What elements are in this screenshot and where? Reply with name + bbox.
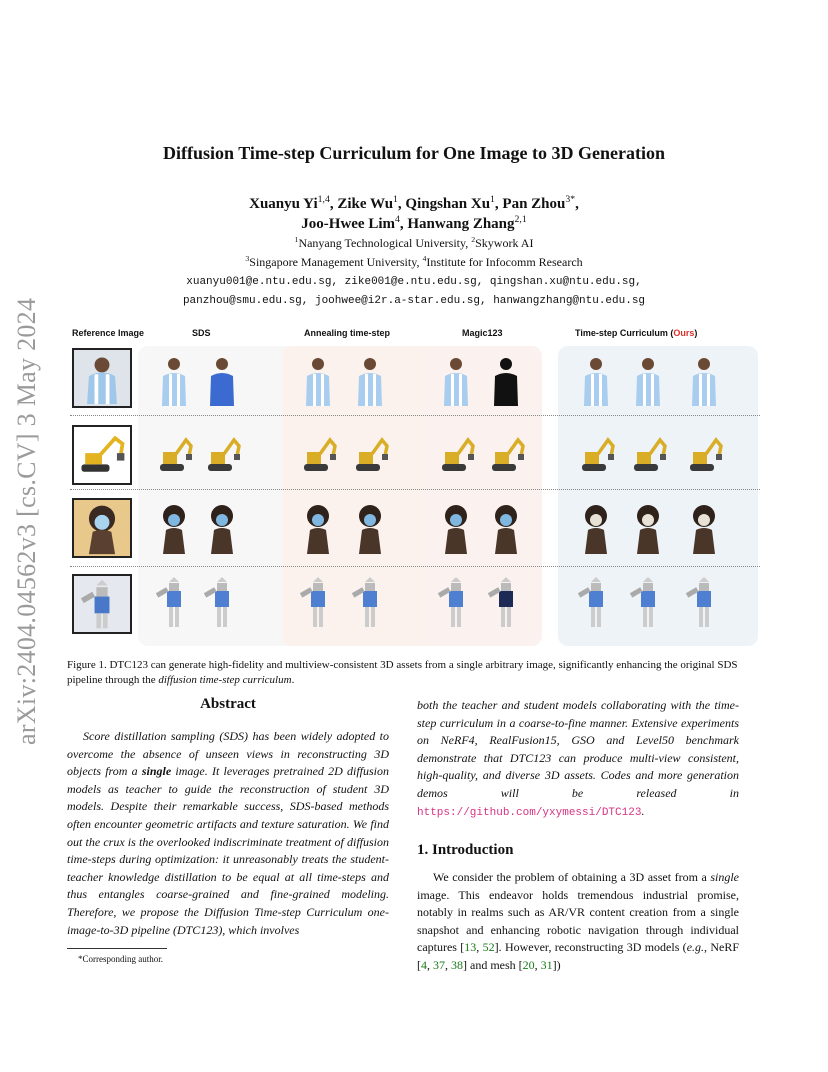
render-player-view — [628, 354, 668, 408]
render-excavator-view — [684, 428, 724, 482]
affiliation-line-1: $^1$Nanyang Technological University, $^2$Skywork AI — [294, 235, 534, 250]
reference-image-character — [72, 498, 132, 558]
figure-1 — [70, 328, 760, 646]
reference-image-player — [72, 348, 132, 408]
render-character-view — [576, 502, 616, 556]
render-robot-view — [576, 576, 616, 630]
affiliation-line-2: $^3$Singapore Management University, $^4$Institute for Infocomm Research — [245, 254, 583, 269]
render-excavator-view — [486, 428, 526, 482]
render-character-view — [684, 502, 724, 556]
header-magic123: Magic123 — [462, 328, 503, 338]
render-excavator-view — [576, 428, 616, 482]
render-robot-view — [436, 576, 476, 630]
render-player-view — [298, 354, 338, 408]
render-robot-view — [202, 576, 242, 630]
header-annealing: Annealing time-step — [304, 328, 391, 338]
render-player-view — [202, 354, 242, 408]
render-excavator-view — [154, 428, 194, 482]
paper-title: Diffusion Time-step Curriculum for One Image to 3D Generation — [163, 143, 665, 163]
row-separator — [70, 415, 760, 416]
render-robot-view — [350, 576, 390, 630]
email-line-2: panzhou@smu.edu.sg, joohwee@i2r.a-star.edu.sg, hanwangzhang@ntu.edu.sg — [182, 295, 646, 307]
render-character-view — [202, 502, 242, 556]
abstract-heading: Abstract — [200, 696, 256, 712]
render-player-view — [486, 354, 526, 408]
row-separator — [70, 566, 760, 567]
reference-image-robot — [72, 574, 132, 634]
header-curriculum: Time-step Curriculum (Ours) — [575, 328, 698, 338]
row-separator — [70, 489, 760, 490]
footnote-rule — [67, 948, 167, 949]
render-character-view — [436, 502, 476, 556]
render-character-view — [628, 502, 668, 556]
render-character-view — [154, 502, 194, 556]
authors-line-1: Xuanyu Yi$^{1,4}$, Zike Wu$^1$, Qingshan Xu$^1$, Pan Zhou$^{3*}$, — [249, 194, 579, 212]
render-excavator-view — [350, 428, 390, 482]
render-player-view — [436, 354, 476, 408]
figure-caption: Figure 1. DTC123 can generate high-fidelity and multiview-consistent 3D assets from a single arbitrary image, significantly enhancing the original SDS pipeline through the diffusion time-step curriculum. — [67, 659, 738, 686]
abstract-text-right: both the teacher and student models collaborating with the time-step curriculum in a coarse-to-fine manner. Extensive experiments on NeRF4, RealFusion15, GSO and Level50 benchmark demonstrate that DTC123 can produce multi-view consistent, high-quality, and diverse 3D assets. Codes and more generation demos will be released in https://github.com/yxymessi/DTC123. — [417, 698, 739, 819]
render-character-view — [350, 502, 390, 556]
render-excavator-view — [436, 428, 476, 482]
render-robot-view — [486, 576, 526, 630]
render-player-view — [576, 354, 616, 408]
ours-label: Ours — [673, 328, 695, 338]
render-character-view — [298, 502, 338, 556]
render-player-view — [684, 354, 724, 408]
abstract-text-left: Score distillation sampling (SDS) has been widely adopted to overcome the absence of unseen views in reconstructing 3D objects from a single image. It leverages pretrained 2D diffusion models as teacher to guide the reconstruction of student 3D models. Despite their remarkable success, SDS-based methods often encounter geometric artifacts and texture saturation. We find out the crux is the overlooked indiscriminate treatment of diffusion time-steps during optimization: it unreasonably treats the student-teacher knowledge distillation to be equal at all time-steps and thus entangles coarse-grained and fine-grained modeling. Therefore, we propose the Diffusion Time-step Curriculum one-image-to-3D pipeline (DTC123), which involves — [67, 729, 389, 937]
render-robot-view — [298, 576, 338, 630]
render-player-view — [154, 354, 194, 408]
header-reference-image: Reference Image — [72, 328, 145, 338]
introduction-heading: 1. Introduction — [417, 842, 514, 858]
render-excavator-view — [202, 428, 242, 482]
reference-image-excavator — [72, 425, 132, 485]
authors-line-2: Joo-Hwee Lim$^4$, Hanwang Zhang$^{2,1}$ — [301, 214, 527, 232]
author-list — [0, 194, 828, 234]
footnote: *Corresponding author. — [78, 954, 163, 964]
introduction-text: We consider the problem of obtaining a 3D asset from a single image. This endeavor holds tremendous industrial promise, notably in realms such as AR/VR content creation from a single snapshot and enhancing robotic navigation through individual captures [13, 52]. However, reconstructing 3D models (e.g., NeRF [4, 37, 38] and mesh [20, 31]) — [417, 870, 740, 972]
render-excavator-view — [628, 428, 668, 482]
arxiv-identifier: arXiv:2404.04562v3 [cs.CV] 3 May 2024 — [12, 297, 41, 745]
email-line-1: xuanyu001@e.ntu.edu.sg, zike001@e.ntu.edu.sg, qingshan.xu@ntu.edu.sg, — [186, 276, 642, 288]
render-robot-view — [684, 576, 724, 630]
render-player-view — [350, 354, 390, 408]
header-sds: SDS — [192, 328, 211, 338]
render-robot-view — [628, 576, 668, 630]
render-character-view — [486, 502, 526, 556]
render-excavator-view — [298, 428, 338, 482]
render-robot-view — [154, 576, 194, 630]
